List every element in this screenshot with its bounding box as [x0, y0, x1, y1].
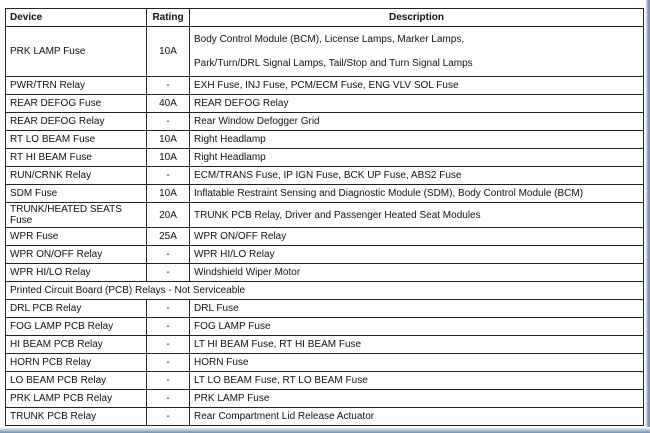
- table-row: [6, 264, 644, 282]
- cell-rating: -: [147, 336, 190, 354]
- right-edge-shading: [646, 0, 650, 433]
- cell-device: HI BEAM PCB Relay: [6, 336, 147, 354]
- cell-description: [190, 27, 644, 77]
- cell-rating: 10A: [147, 185, 190, 203]
- cell-device: REAR DEFOG Fuse: [6, 95, 147, 113]
- cell-device: PRK LAMP Fuse: [6, 27, 147, 77]
- table-row: [6, 300, 644, 318]
- header-device: Device: [6, 9, 147, 27]
- table-header-row: [6, 9, 644, 27]
- cell-rating: -: [147, 372, 190, 390]
- cell-rating: -: [147, 246, 190, 264]
- table-row: [6, 77, 644, 95]
- table-row: [6, 390, 644, 408]
- table-row: [6, 336, 644, 354]
- cell-device: RT LO BEAM Fuse: [6, 131, 147, 149]
- cell-rating: 20A: [147, 203, 190, 228]
- cell-rating: -: [147, 354, 190, 372]
- cell-device: TRUNK PCB Relay: [6, 408, 147, 426]
- table-row: [6, 113, 644, 131]
- cell-description: WPR HI/LO Relay: [190, 246, 644, 264]
- table-row: [6, 95, 644, 113]
- cell-device: REAR DEFOG Relay: [6, 113, 147, 131]
- cell-rating: 10A: [147, 131, 190, 149]
- cell-rating: -: [147, 300, 190, 318]
- table-row: [6, 185, 644, 203]
- cell-device: SDM Fuse: [6, 185, 147, 203]
- cell-description: EXH Fuse, INJ Fuse, PCM/ECM Fuse, ENG VLV SOL Fuse: [190, 77, 644, 95]
- description-line-1: Body Control Module (BCM), License Lamps, Marker Lamps,: [194, 33, 465, 45]
- cell-description: Inflatable Restraint Sensing and Diagnostic Module (SDM), Body Control Module (BCM): [190, 185, 644, 203]
- cell-rating: -: [147, 390, 190, 408]
- cell-description: Rear Window Defogger Grid: [190, 113, 644, 131]
- cell-device: LO BEAM PCB Relay: [6, 372, 147, 390]
- table-row: [6, 167, 644, 185]
- cell-rating: -: [147, 408, 190, 426]
- cell-rating: -: [147, 77, 190, 95]
- table-row: [6, 149, 644, 167]
- cell-device: WPR Fuse: [6, 228, 147, 246]
- section-label: Printed Circuit Board (PCB) Relays - Not Serviceable: [6, 282, 644, 300]
- cell-description: Rear Compartment Lid Release Actuator: [190, 408, 644, 426]
- table-row: [6, 246, 644, 264]
- cell-description: HORN Fuse: [190, 354, 644, 372]
- cell-description: DRL Fuse: [190, 300, 644, 318]
- table-row: [6, 354, 644, 372]
- description-line-2: Park/Turn/DRL Signal Lamps, Tail/Stop and Turn Signal Lamps: [194, 57, 473, 69]
- table-row: [6, 408, 644, 426]
- cell-rating: 25A: [147, 228, 190, 246]
- section-row: [6, 282, 644, 300]
- cell-rating: 40A: [147, 95, 190, 113]
- cell-description: LT HI BEAM Fuse, RT HI BEAM Fuse: [190, 336, 644, 354]
- header-description: Description: [190, 9, 644, 27]
- table-row: [6, 203, 644, 228]
- table-row: [6, 131, 644, 149]
- cell-device: FOG LAMP PCB Relay: [6, 318, 147, 336]
- table-row: [6, 27, 644, 77]
- cell-device: PWR/TRN Relay: [6, 77, 147, 95]
- cell-description: WPR ON/OFF Relay: [190, 228, 644, 246]
- cell-rating: -: [147, 318, 190, 336]
- cell-rating: -: [147, 264, 190, 282]
- cell-device: WPR ON/OFF Relay: [6, 246, 147, 264]
- cell-device: RUN/CRNK Relay: [6, 167, 147, 185]
- cell-description: Right Headlamp: [190, 149, 644, 167]
- cell-rating: 10A: [147, 27, 190, 77]
- table-row: [6, 318, 644, 336]
- cell-description: LT LO BEAM Fuse, RT LO BEAM Fuse: [190, 372, 644, 390]
- table-row: [6, 372, 644, 390]
- cell-description: REAR DEFOG Relay: [190, 95, 644, 113]
- cell-device: WPR HI/LO Relay: [6, 264, 147, 282]
- cell-description: Windshield Wiper Motor: [190, 264, 644, 282]
- cell-rating: -: [147, 167, 190, 185]
- table-row: [6, 228, 644, 246]
- header-rating: Rating: [147, 9, 190, 27]
- cell-device: DRL PCB Relay: [6, 300, 147, 318]
- cell-device: TRUNK/HEATED SEATS Fuse: [6, 203, 147, 228]
- cell-device: RT HI BEAM Fuse: [6, 149, 147, 167]
- cell-description: Right Headlamp: [190, 131, 644, 149]
- cell-description: PRK LAMP Fuse: [190, 390, 644, 408]
- cell-description: FOG LAMP Fuse: [190, 318, 644, 336]
- cell-rating: 10A: [147, 149, 190, 167]
- cell-rating: -: [147, 113, 190, 131]
- fuse-relay-table: [5, 8, 644, 426]
- cell-description: ECM/TRANS Fuse, IP IGN Fuse, BCK UP Fuse, ABS2 Fuse: [190, 167, 644, 185]
- cell-device: HORN PCB Relay: [6, 354, 147, 372]
- cell-description: TRUNK PCB Relay, Driver and Passenger Heated Seat Modules: [190, 203, 644, 228]
- bottom-edge-shading: [0, 427, 650, 433]
- cell-device: PRK LAMP PCB Relay: [6, 390, 147, 408]
